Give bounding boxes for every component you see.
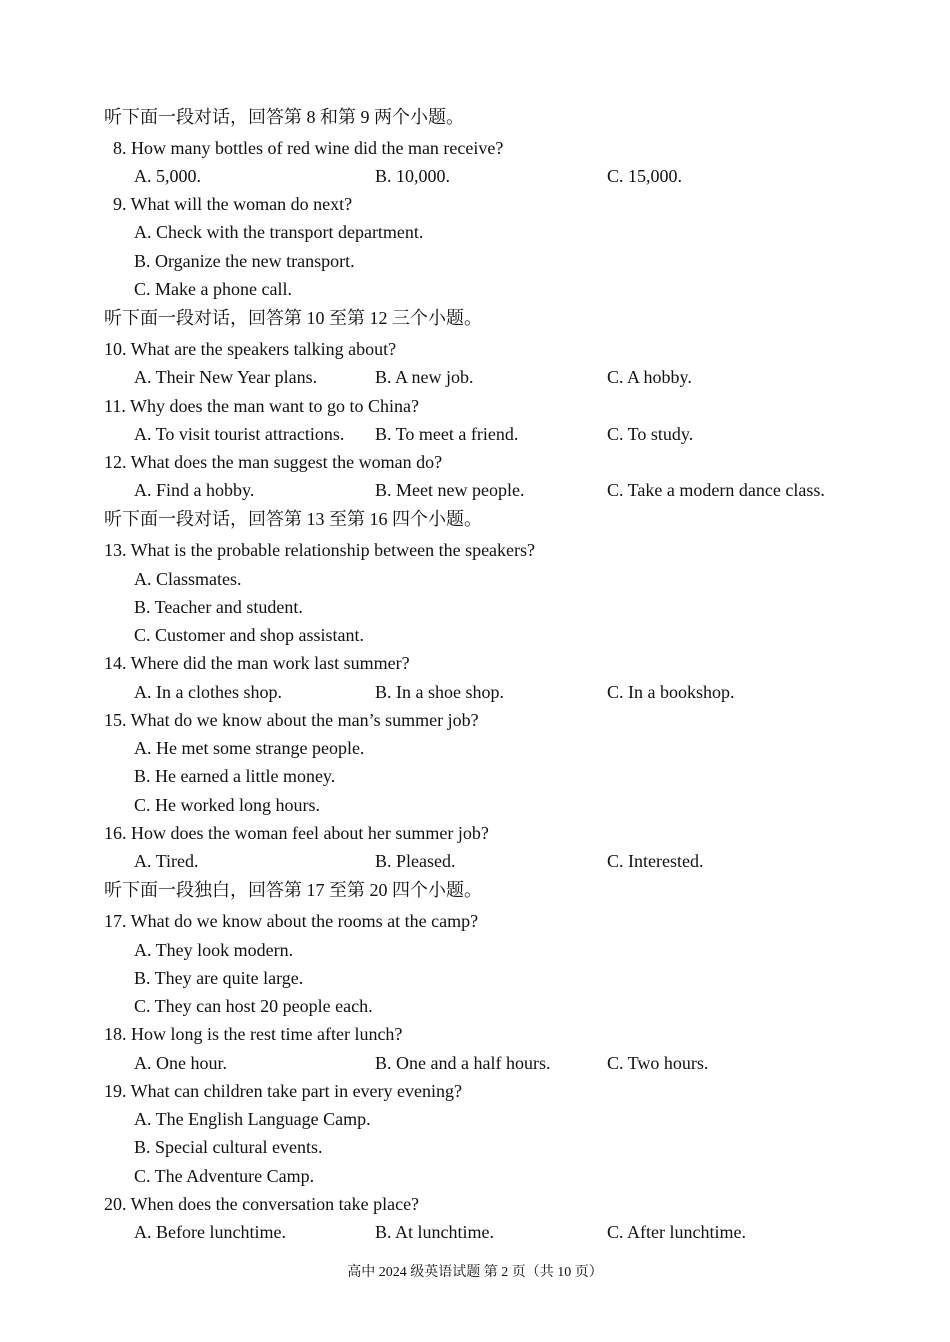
option-b[interactable]: B. Meet new people.	[375, 480, 525, 500]
option-c[interactable]: C. 15,000.	[607, 166, 683, 186]
option-c[interactable]: C. To study.	[607, 424, 694, 444]
question-stem: 20. When does the conversation take place?	[104, 1194, 420, 1214]
option-b[interactable]: B. To meet a friend.	[375, 424, 519, 444]
section-instruction: 听下面一段独白，回答第 17 至第 20 四个小题。	[104, 880, 482, 900]
option-c[interactable]: C. They can host 20 people each.	[134, 996, 373, 1016]
option-c[interactable]: C. He worked long hours.	[134, 795, 320, 815]
section-instruction: 听下面一段对话，回答第 13 至第 16 四个小题。	[104, 509, 482, 529]
option-b[interactable]: B. A new job.	[375, 367, 474, 387]
question-stem: 18. How long is the rest time after lunch?	[104, 1024, 403, 1044]
option-a[interactable]: A. Tired.	[134, 851, 199, 871]
option-a[interactable]: A. To visit tourist attractions.	[134, 424, 345, 444]
option-b[interactable]: B. 10,000.	[375, 166, 451, 186]
option-c[interactable]: C. Interested.	[607, 851, 704, 871]
question-stem: 15. What do we know about the man’s summer job?	[104, 710, 479, 730]
section-instruction: 听下面一段对话，回答第 10 至第 12 三个小题。	[104, 308, 482, 328]
option-b[interactable]: B. Teacher and student.	[134, 597, 303, 617]
option-b[interactable]: B. Special cultural events.	[134, 1137, 323, 1157]
question-stem: 9. What will the woman do next?	[113, 194, 353, 214]
option-b[interactable]: B. Pleased.	[375, 851, 456, 871]
question-stem: 14. Where did the man work last summer?	[104, 653, 410, 673]
option-c[interactable]: C. The Adventure Camp.	[134, 1166, 315, 1186]
option-a[interactable]: A. Check with the transport department.	[134, 222, 424, 242]
option-c[interactable]: C. Customer and shop assistant.	[134, 625, 364, 645]
question-stem: 19. What can children take part in every evening?	[104, 1081, 463, 1101]
option-c[interactable]: C. Make a phone call.	[134, 279, 292, 299]
section-instruction: 听下面一段对话，回答第 8 和第 9 两个小题。	[104, 107, 464, 127]
question-stem: 8. How many bottles of red wine did the man receive?	[113, 138, 504, 158]
question-stem: 11. Why does the man want to go to China?	[104, 396, 419, 416]
option-b[interactable]: B. At lunchtime.	[375, 1222, 494, 1242]
option-c[interactable]: C. Take a modern dance class.	[607, 480, 825, 500]
page-footer: 高中 2024 级英语试题 第 2 页（共 10 页）	[347, 1265, 603, 1280]
option-a[interactable]: A. 5,000.	[134, 166, 201, 186]
question-stem: 12. What does the man suggest the woman do?	[104, 452, 443, 472]
option-a[interactable]: A. They look modern.	[134, 940, 294, 960]
option-a[interactable]: A. One hour.	[134, 1053, 227, 1073]
option-a[interactable]: A. Before lunchtime.	[134, 1222, 286, 1242]
option-b[interactable]: B. In a shoe shop.	[375, 682, 504, 702]
option-c[interactable]: C. Two hours.	[607, 1053, 709, 1073]
option-b[interactable]: B. Organize the new transport.	[134, 251, 355, 271]
option-a[interactable]: A. Their New Year plans.	[134, 367, 318, 387]
question-stem: 13. What is the probable relationship between the speakers?	[104, 540, 536, 560]
option-a[interactable]: A. Find a hobby.	[134, 480, 255, 500]
option-b[interactable]: B. He earned a little money.	[134, 766, 336, 786]
option-a[interactable]: A. He met some strange people.	[134, 738, 365, 758]
option-c[interactable]: C. A hobby.	[607, 367, 692, 387]
option-c[interactable]: C. After lunchtime.	[607, 1222, 746, 1242]
option-a[interactable]: A. Classmates.	[134, 569, 242, 589]
option-c[interactable]: C. In a bookshop.	[607, 682, 735, 702]
option-b[interactable]: B. They are quite large.	[134, 968, 304, 988]
option-b[interactable]: B. One and a half hours.	[375, 1053, 551, 1073]
question-stem: 17. What do we know about the rooms at the camp?	[104, 911, 479, 931]
option-a[interactable]: A. The English Language Camp.	[134, 1109, 371, 1129]
option-a[interactable]: A. In a clothes shop.	[134, 682, 282, 702]
question-stem: 10. What are the speakers talking about?	[104, 339, 397, 359]
question-stem: 16. How does the woman feel about her summer job?	[104, 823, 489, 843]
